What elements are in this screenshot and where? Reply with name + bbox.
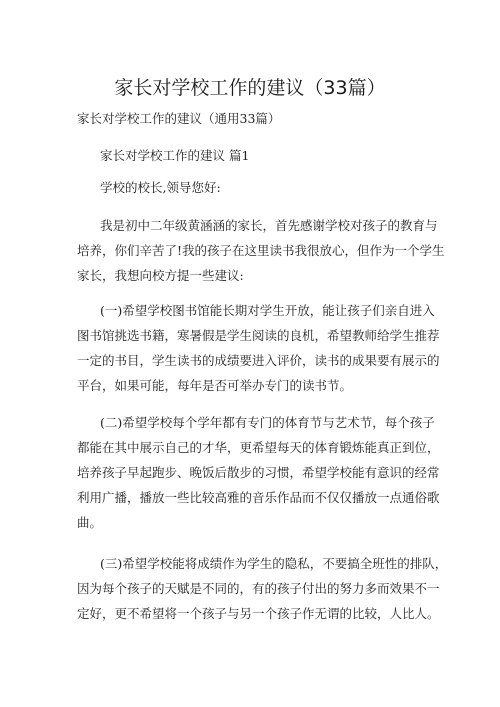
paragraph-line: (二)希望学校每个学年都有专门的体育节与艺术节，每个孩子 — [100, 415, 435, 430]
paragraph-line: 都能在其中展示自己的才华，更希望每天的体育锻炼能真正到位， — [77, 440, 440, 455]
paragraph-line: 家长，我想向校方提一些建议: — [77, 268, 244, 283]
paragraph-line: 因为每个孩子的天赋是不同的，有的孩子付出的努力多而效果不一 — [77, 581, 440, 596]
paragraph-line: 一定的书目，学生读书的成绩要进入评价，读书的成果要有展示的 — [77, 353, 440, 368]
paragraph-line: 培养孩子早起跑步、晚饭后散步的习惯，希望学校能有意识的经常 — [77, 465, 440, 480]
paragraph-line: 我是初中二年级黄涵涵的家长，首先感谢学校对孩子的教育与 — [100, 218, 438, 233]
paragraph-intro — [77, 213, 477, 288]
document-subtitle: 家长对学校工作的建议（通用33篇） — [77, 111, 281, 126]
paragraph-suggestion-1 — [77, 298, 477, 398]
paragraph-line: 图书馆挑选书籍，寒暑假是学生阅读的良机，希望教师给学生推荐 — [77, 328, 440, 343]
greeting-line: 学校的校长,领导您好: — [100, 180, 221, 195]
paragraph-suggestion-2 — [77, 410, 477, 535]
paragraph-line: 平台，如果可能，每年是否可举办专门的读书节。 — [77, 378, 353, 393]
document-title: 家长对学校工作的建议（33篇） — [114, 77, 386, 99]
paragraph-suggestion-3 — [77, 551, 477, 626]
paragraph-line: (一)希望学校图书馆能长期对学生开放，能让孩子们亲自进入 — [100, 303, 435, 318]
paragraph-line: 利用广播，播放一些比较高雅的音乐作品而不仅仅播放一点通俗歌 — [77, 490, 440, 505]
section-heading: 家长对学校工作的建议 篇1 — [100, 148, 250, 163]
paragraph-line: 定好，更不希望将一个孩子与另一个孩子作无谓的比较，人比人。 — [77, 606, 440, 621]
paragraph-line: (三)希望学校能将成绩作为学生的隐私，不要搞全班性的排队， — [100, 556, 448, 571]
paragraph-line: 曲。 — [77, 515, 103, 530]
paragraph-line: 培养，你们辛苦了!我的孩子在这里读书我很放心，但作为一个学生 — [77, 243, 445, 258]
